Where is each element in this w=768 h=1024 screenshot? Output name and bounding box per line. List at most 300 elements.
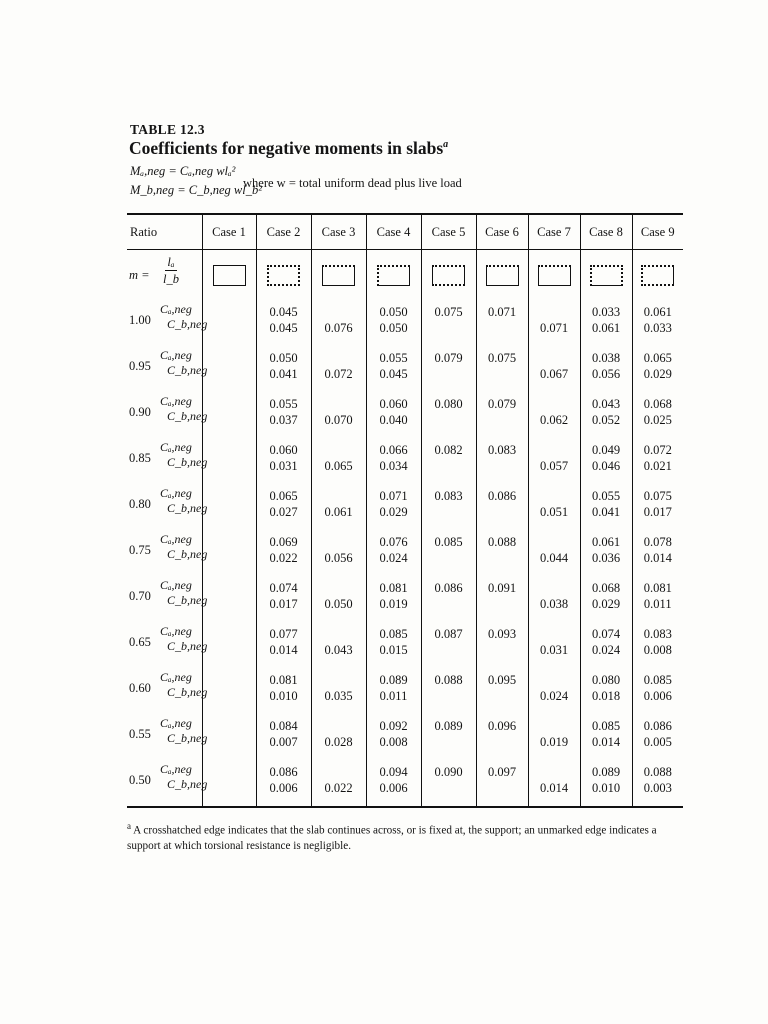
case-5-cell bbox=[421, 714, 476, 760]
ca-value: 0.086 bbox=[643, 719, 672, 733]
case-1-cell bbox=[202, 714, 256, 760]
case-7-header: Case 7 bbox=[528, 214, 580, 250]
ca-value: 0.085 bbox=[591, 719, 621, 733]
cb-label: C_b,neg bbox=[167, 777, 208, 791]
ca-value: 0.055 bbox=[379, 351, 408, 365]
cb-value: 0.051 bbox=[539, 505, 569, 519]
case-2-cell bbox=[256, 530, 311, 576]
cb-value: 0.036 bbox=[591, 551, 621, 565]
case-9-cell bbox=[632, 300, 683, 346]
ca-value: 0.075 bbox=[487, 351, 517, 365]
case-9-cell bbox=[632, 668, 683, 714]
ca-value: 0.071 bbox=[487, 305, 517, 319]
case-4-cell bbox=[366, 622, 421, 668]
table-row bbox=[127, 300, 683, 346]
case-9-cell bbox=[632, 714, 683, 760]
case-5-header: Case 5 bbox=[421, 214, 476, 250]
case-7-cell bbox=[528, 392, 580, 438]
ca-value: 0.085 bbox=[643, 673, 672, 687]
ratio-cell bbox=[127, 484, 208, 530]
ca-label: Cₐ,neg bbox=[160, 716, 192, 730]
case-3-cell bbox=[311, 668, 366, 714]
ca-value: 0.081 bbox=[379, 581, 408, 595]
case-4-cell bbox=[366, 392, 421, 438]
ca-value: 0.081 bbox=[643, 581, 672, 595]
case-6-cell bbox=[476, 714, 528, 760]
ratio-value: 0.65 bbox=[129, 635, 151, 649]
ca-value: 0.090 bbox=[434, 765, 463, 779]
case-icon-row bbox=[127, 250, 683, 301]
case-8-cell bbox=[580, 438, 632, 484]
ca-value: 0.072 bbox=[643, 443, 672, 457]
case-7-cell bbox=[528, 622, 580, 668]
table-number: TABLE 12.3 bbox=[130, 122, 205, 137]
ca-value: 0.087 bbox=[434, 627, 463, 641]
ratio-cell bbox=[127, 668, 208, 714]
cb-label: C_b,neg bbox=[167, 317, 208, 331]
ca-value: 0.068 bbox=[643, 397, 672, 411]
case-2-slab-icon bbox=[267, 265, 300, 286]
ratio-cell bbox=[127, 438, 208, 484]
case-6-cell bbox=[476, 530, 528, 576]
case-6-cell bbox=[476, 346, 528, 392]
case-1-cell bbox=[202, 346, 256, 392]
cb-value: 0.028 bbox=[324, 735, 353, 749]
ca-value: 0.096 bbox=[487, 719, 517, 733]
case-3-cell bbox=[311, 346, 366, 392]
cb-value: 0.041 bbox=[591, 505, 621, 519]
ca-value: 0.065 bbox=[643, 351, 672, 365]
cb-value: 0.015 bbox=[379, 643, 408, 657]
ratio-header: Ratio bbox=[127, 214, 202, 250]
table-row bbox=[127, 346, 683, 392]
ratio-value: 0.95 bbox=[129, 359, 151, 373]
ca-value: 0.074 bbox=[591, 627, 621, 641]
cb-value: 0.017 bbox=[643, 505, 672, 519]
case-5-cell bbox=[421, 438, 476, 484]
cb-value: 0.067 bbox=[539, 367, 569, 381]
ca-label: Cₐ,neg bbox=[160, 394, 192, 408]
case-4-cell bbox=[366, 576, 421, 622]
cb-value: 0.011 bbox=[643, 597, 672, 611]
ca-value: 0.085 bbox=[379, 627, 408, 641]
case-8-cell bbox=[580, 346, 632, 392]
cb-label: C_b,neg bbox=[167, 455, 208, 469]
case-2-cell bbox=[256, 438, 311, 484]
table-row bbox=[127, 668, 683, 714]
case-4-cell bbox=[366, 438, 421, 484]
case-4-cell bbox=[366, 300, 421, 346]
case-5-cell bbox=[421, 484, 476, 530]
table-row bbox=[127, 714, 683, 760]
case-1-cell bbox=[202, 484, 256, 530]
ca-value: 0.083 bbox=[643, 627, 672, 641]
case-5-cell bbox=[421, 622, 476, 668]
cb-value: 0.029 bbox=[379, 505, 408, 519]
ca-value: 0.079 bbox=[434, 351, 463, 365]
cb-value: 0.046 bbox=[591, 459, 621, 473]
ratio-cell bbox=[127, 346, 208, 392]
coefficients-body bbox=[127, 300, 683, 807]
case-7-slab-icon bbox=[538, 265, 571, 286]
cb-value: 0.041 bbox=[269, 367, 298, 381]
cb-value: 0.050 bbox=[324, 597, 353, 611]
case-6-cell bbox=[476, 668, 528, 714]
case-2-cell bbox=[256, 300, 311, 346]
case-7-cell bbox=[528, 438, 580, 484]
ratio-cell bbox=[127, 392, 208, 438]
footnote-text: A crosshatched edge indicates that the slab continues across, or is fixed at, the support; an unmarked edge indicates a support at which torsional resistance is negligible. bbox=[127, 824, 657, 852]
title-footnote-marker: a bbox=[443, 139, 449, 151]
cb-value: 0.024 bbox=[539, 689, 569, 703]
case-7-cell bbox=[528, 714, 580, 760]
cb-label: C_b,neg bbox=[167, 593, 208, 607]
ca-value: 0.089 bbox=[591, 765, 621, 779]
where-clause: where w = total uniform dead plus live load bbox=[243, 176, 462, 190]
ratio-value: 0.75 bbox=[129, 543, 151, 557]
ca-value: 0.033 bbox=[591, 305, 621, 319]
cb-value: 0.062 bbox=[539, 413, 569, 427]
table-row bbox=[127, 484, 683, 530]
case-4-cell bbox=[366, 668, 421, 714]
cb-value: 0.022 bbox=[324, 781, 353, 795]
cb-value: 0.061 bbox=[324, 505, 353, 519]
cb-value: 0.014 bbox=[539, 781, 569, 795]
case-5-cell bbox=[421, 346, 476, 392]
ca-value: 0.091 bbox=[487, 581, 517, 595]
ca-label: Cₐ,neg bbox=[160, 486, 192, 500]
ca-value: 0.069 bbox=[269, 535, 298, 549]
cb-value: 0.072 bbox=[324, 367, 353, 381]
cb-label: C_b,neg bbox=[167, 547, 208, 561]
cb-value: 0.057 bbox=[539, 459, 569, 473]
ca-value: 0.050 bbox=[379, 305, 408, 319]
case-7-cell bbox=[528, 668, 580, 714]
cb-value: 0.038 bbox=[539, 597, 569, 611]
case-2-cell bbox=[256, 346, 311, 392]
case-1-cell bbox=[202, 668, 256, 714]
case-6-cell bbox=[476, 300, 528, 346]
cb-value: 0.008 bbox=[379, 735, 408, 749]
case-6-cell bbox=[476, 622, 528, 668]
table-row bbox=[127, 760, 683, 807]
ratio-cell bbox=[127, 622, 208, 668]
case-5-cell bbox=[421, 576, 476, 622]
footnote-marker: a bbox=[127, 821, 131, 831]
cb-value: 0.005 bbox=[643, 735, 672, 749]
m-fraction bbox=[163, 254, 179, 287]
case-3-header: Case 3 bbox=[311, 214, 366, 250]
ca-value: 0.061 bbox=[591, 535, 621, 549]
cb-value: 0.019 bbox=[539, 735, 569, 749]
cb-value: 0.065 bbox=[324, 459, 353, 473]
case-2-cell bbox=[256, 714, 311, 760]
ca-value: 0.065 bbox=[269, 489, 298, 503]
case-4-slab-icon bbox=[377, 265, 410, 286]
cb-value: 0.003 bbox=[643, 781, 672, 795]
cb-value: 0.033 bbox=[643, 321, 672, 335]
ratio-value: 0.80 bbox=[129, 497, 151, 511]
ratio-cell bbox=[127, 714, 208, 760]
case-5-cell bbox=[421, 530, 476, 576]
case-8-cell bbox=[580, 300, 632, 346]
ca-value: 0.088 bbox=[434, 673, 463, 687]
ca-value: 0.060 bbox=[379, 397, 408, 411]
ratio-cell bbox=[127, 760, 208, 807]
ca-value: 0.038 bbox=[591, 351, 621, 365]
cb-value: 0.056 bbox=[324, 551, 353, 565]
ca-value: 0.060 bbox=[269, 443, 298, 457]
ca-label: Cₐ,neg bbox=[160, 670, 192, 684]
ratio-value: 0.55 bbox=[129, 727, 151, 741]
ca-value: 0.086 bbox=[434, 581, 463, 595]
cb-value: 0.019 bbox=[379, 597, 408, 611]
ca-value: 0.083 bbox=[487, 443, 517, 457]
ratio-cell bbox=[127, 300, 208, 346]
case-9-cell bbox=[632, 576, 683, 622]
case-2-cell bbox=[256, 622, 311, 668]
cb-value: 0.006 bbox=[643, 689, 672, 703]
case-6-cell bbox=[476, 438, 528, 484]
table-row bbox=[127, 438, 683, 484]
case-4-cell bbox=[366, 346, 421, 392]
cb-value: 0.029 bbox=[591, 597, 621, 611]
ca-value: 0.061 bbox=[643, 305, 672, 319]
ca-value: 0.075 bbox=[643, 489, 672, 503]
cb-value: 0.006 bbox=[269, 781, 298, 795]
case-8-cell bbox=[580, 622, 632, 668]
case-6-cell bbox=[476, 576, 528, 622]
m-denominator: l_b bbox=[163, 272, 179, 286]
cb-value: 0.021 bbox=[643, 459, 672, 473]
case-7-cell bbox=[528, 530, 580, 576]
case-7-cell bbox=[528, 760, 580, 807]
cb-value: 0.052 bbox=[591, 413, 621, 427]
cb-value: 0.034 bbox=[379, 459, 408, 473]
case-3-cell bbox=[311, 576, 366, 622]
case-6-header: Case 6 bbox=[476, 214, 528, 250]
case-9-cell bbox=[632, 392, 683, 438]
case-9-cell bbox=[632, 484, 683, 530]
case-9-slab-icon bbox=[641, 265, 674, 286]
cb-value: 0.045 bbox=[269, 321, 298, 335]
cb-label: C_b,neg bbox=[167, 639, 208, 653]
ca-value: 0.093 bbox=[487, 627, 517, 641]
equation-ma: Mₐ,neg = Cₐ,neg wlₐ² bbox=[130, 164, 236, 178]
cb-value: 0.050 bbox=[379, 321, 408, 335]
ca-value: 0.078 bbox=[643, 535, 672, 549]
cb-value: 0.076 bbox=[324, 321, 353, 335]
case-3-cell bbox=[311, 760, 366, 807]
ca-value: 0.097 bbox=[487, 765, 517, 779]
cb-value: 0.044 bbox=[539, 551, 569, 565]
case-4-header: Case 4 bbox=[366, 214, 421, 250]
ca-value: 0.088 bbox=[643, 765, 672, 779]
case-8-header: Case 8 bbox=[580, 214, 632, 250]
ca-value: 0.084 bbox=[269, 719, 298, 733]
case-6-cell bbox=[476, 392, 528, 438]
case-3-cell bbox=[311, 484, 366, 530]
footnote bbox=[127, 819, 687, 854]
ratio-value: 0.70 bbox=[129, 589, 151, 603]
case-1-slab-icon bbox=[213, 265, 246, 286]
ca-label: Cₐ,neg bbox=[160, 532, 192, 546]
ca-value: 0.043 bbox=[591, 397, 621, 411]
ratio-cell bbox=[127, 530, 208, 576]
ca-value: 0.055 bbox=[269, 397, 298, 411]
case-1-cell bbox=[202, 530, 256, 576]
case-2-cell bbox=[256, 576, 311, 622]
ca-label: Cₐ,neg bbox=[160, 302, 192, 316]
ca-value: 0.083 bbox=[434, 489, 463, 503]
ratio-value: 1.00 bbox=[129, 313, 151, 327]
coefficients-table bbox=[127, 213, 683, 808]
cb-value: 0.029 bbox=[643, 367, 672, 381]
cb-value: 0.031 bbox=[269, 459, 298, 473]
cb-value: 0.035 bbox=[324, 689, 353, 703]
case-9-cell bbox=[632, 438, 683, 484]
cb-value: 0.043 bbox=[324, 643, 353, 657]
cb-value: 0.071 bbox=[539, 321, 569, 335]
case-3-cell bbox=[311, 438, 366, 484]
case-6-cell bbox=[476, 760, 528, 807]
cb-value: 0.037 bbox=[269, 413, 298, 427]
case-2-header: Case 2 bbox=[256, 214, 311, 250]
cb-value: 0.027 bbox=[269, 505, 298, 519]
case-1-cell bbox=[202, 392, 256, 438]
ca-value: 0.045 bbox=[269, 305, 298, 319]
case-5-slab-icon bbox=[432, 265, 465, 286]
ca-value: 0.050 bbox=[269, 351, 298, 365]
ca-label: Cₐ,neg bbox=[160, 762, 192, 776]
ca-label: Cₐ,neg bbox=[160, 440, 192, 454]
ca-value: 0.095 bbox=[487, 673, 517, 687]
ca-value: 0.080 bbox=[434, 397, 463, 411]
case-1-cell bbox=[202, 300, 256, 346]
case-1-cell bbox=[202, 760, 256, 807]
cb-value: 0.018 bbox=[591, 689, 621, 703]
m-symbol: m = bbox=[129, 268, 150, 282]
cb-label: C_b,neg bbox=[167, 363, 208, 377]
case-2-cell bbox=[256, 760, 311, 807]
header-row bbox=[127, 214, 683, 250]
cb-value: 0.010 bbox=[269, 689, 298, 703]
ratio-value: 0.90 bbox=[129, 405, 151, 419]
ca-value: 0.086 bbox=[269, 765, 298, 779]
ca-value: 0.080 bbox=[591, 673, 621, 687]
case-4-cell bbox=[366, 714, 421, 760]
ca-value: 0.092 bbox=[379, 719, 408, 733]
cb-value: 0.045 bbox=[379, 367, 408, 381]
ca-label: Cₐ,neg bbox=[160, 348, 192, 362]
case-9-header: Case 9 bbox=[632, 214, 683, 250]
case-3-slab-icon bbox=[322, 265, 355, 286]
equation-mb: M_b,neg = C_b,neg wl_b² bbox=[130, 183, 262, 197]
case-2-cell bbox=[256, 392, 311, 438]
ca-value: 0.077 bbox=[269, 627, 298, 641]
table-row bbox=[127, 576, 683, 622]
table-row bbox=[127, 392, 683, 438]
cb-value: 0.014 bbox=[269, 643, 298, 657]
table-title-text: Coefficients for negative moments in slabs bbox=[129, 138, 444, 158]
table-row bbox=[127, 530, 683, 576]
case-3-cell bbox=[311, 622, 366, 668]
case-3-cell bbox=[311, 392, 366, 438]
case-1-cell bbox=[202, 438, 256, 484]
case-5-cell bbox=[421, 760, 476, 807]
case-9-cell bbox=[632, 760, 683, 807]
ca-value: 0.076 bbox=[379, 535, 408, 549]
case-9-cell bbox=[632, 530, 683, 576]
case-4-cell bbox=[366, 484, 421, 530]
case-2-cell bbox=[256, 668, 311, 714]
case-7-cell bbox=[528, 484, 580, 530]
cb-value: 0.024 bbox=[591, 643, 621, 657]
case-9-cell bbox=[632, 622, 683, 668]
case-9-cell bbox=[632, 346, 683, 392]
cb-value: 0.008 bbox=[643, 643, 672, 657]
ca-value: 0.055 bbox=[591, 489, 621, 503]
ratio-value: 0.50 bbox=[129, 773, 151, 787]
cb-label: C_b,neg bbox=[167, 409, 208, 423]
case-3-cell bbox=[311, 530, 366, 576]
ca-value: 0.075 bbox=[434, 305, 463, 319]
ca-label: Cₐ,neg bbox=[160, 578, 192, 592]
case-8-cell bbox=[580, 576, 632, 622]
ca-value: 0.074 bbox=[269, 581, 298, 595]
ca-value: 0.066 bbox=[379, 443, 408, 457]
cb-value: 0.070 bbox=[324, 413, 353, 427]
case-5-cell bbox=[421, 668, 476, 714]
case-8-cell bbox=[580, 484, 632, 530]
case-5-cell bbox=[421, 300, 476, 346]
ratio-value: 0.85 bbox=[129, 451, 151, 465]
case-5-cell bbox=[421, 392, 476, 438]
ca-value: 0.079 bbox=[487, 397, 517, 411]
cb-value: 0.024 bbox=[379, 551, 408, 565]
cb-value: 0.031 bbox=[539, 643, 569, 657]
cb-label: C_b,neg bbox=[167, 731, 208, 745]
case-1-cell bbox=[202, 576, 256, 622]
cb-value: 0.061 bbox=[591, 321, 621, 335]
case-1-cell bbox=[202, 622, 256, 668]
cb-value: 0.014 bbox=[591, 735, 621, 749]
table-row bbox=[127, 622, 683, 668]
case-1-header: Case 1 bbox=[202, 214, 256, 250]
ca-value: 0.068 bbox=[591, 581, 621, 595]
m-ratio-definition bbox=[127, 250, 202, 301]
ratio-cell bbox=[127, 576, 208, 622]
case-2-cell bbox=[256, 484, 311, 530]
case-6-slab-icon bbox=[486, 265, 519, 286]
case-6-cell bbox=[476, 484, 528, 530]
table-title bbox=[129, 138, 448, 159]
cb-value: 0.040 bbox=[379, 413, 408, 427]
cb-value: 0.014 bbox=[643, 551, 672, 565]
ratio-value: 0.60 bbox=[129, 681, 151, 695]
cb-value: 0.010 bbox=[591, 781, 621, 795]
cb-value: 0.022 bbox=[269, 551, 298, 565]
case-8-cell bbox=[580, 530, 632, 576]
case-7-cell bbox=[528, 346, 580, 392]
ca-value: 0.089 bbox=[379, 673, 408, 687]
ca-value: 0.049 bbox=[591, 443, 621, 457]
cb-value: 0.006 bbox=[379, 781, 408, 795]
ca-value: 0.071 bbox=[379, 489, 408, 503]
case-4-cell bbox=[366, 760, 421, 807]
case-8-cell bbox=[580, 668, 632, 714]
case-3-cell bbox=[311, 300, 366, 346]
